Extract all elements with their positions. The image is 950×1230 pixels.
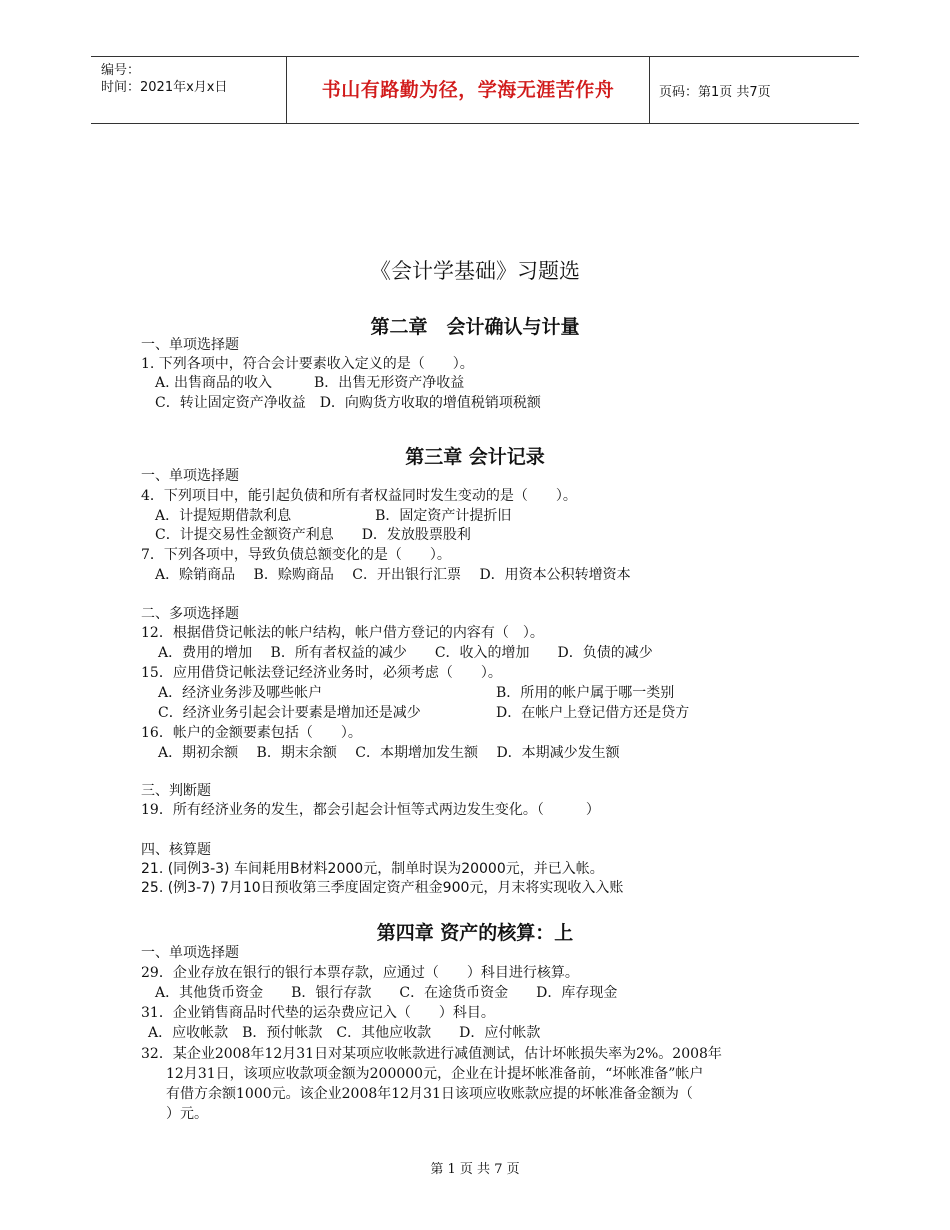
question-1: 1. 下列各项中，符合会计要素收入定义的是（ ）。 <box>141 356 474 372</box>
question-4: 4．下列项目中，能引起负债和所有者权益同时发生变动的是（ ）。 <box>141 488 577 504</box>
question-32: ）元。 <box>166 1106 208 1122</box>
time-label: 时间：2021年x月x日 <box>101 80 228 95</box>
question-25: 25. (例3-7) 7月10日预收第三季度固定资产租金900元，月末将实现收入入账 <box>141 880 624 896</box>
question-19: 19．所有经济业务的发生，都会引起会计恒等式两边发生变化。（ ） <box>141 802 600 818</box>
header-motto: 书山有路勤为径，学海无涯苦作舟 <box>321 79 615 101</box>
question-32: 有借方余额1000元。该企业2008年12月31日该项应收账款应提的坏帐准备金额为（ <box>166 1086 693 1102</box>
chapter-4-heading: 第四章 资产的核算：上 <box>376 922 574 944</box>
question-15: 15．应用借贷记帐法登记经济业务时，必须考虑（ ）。 <box>141 665 502 681</box>
section-heading: 三、判断题 <box>141 783 211 799</box>
question-32: 12月31日，该项应收款项金额为200000元，企业在计提坏帐准备前，“坏帐准备”帐户 <box>166 1066 704 1082</box>
question-1-options: A. 出售商品的收入 B．出售无形资产净收益 <box>155 375 465 391</box>
question-7-options: A．赊销商品 B．赊购商品 C．开出银行汇票 D．用资本公积转增资本 <box>155 567 631 583</box>
chapter-3-heading: 第三章 会计记录 <box>405 446 545 468</box>
question-32: 32．某企业2008年12月31日对某项应收帐款进行减值测试，估计坏帐损失率为2%。2008年 <box>141 1046 722 1062</box>
section-heading: 一、单项选择题 <box>141 337 239 353</box>
question-31-options: A．应收帐款 B．预付帐款 C．其他应收款 D．应付帐款 <box>148 1025 541 1041</box>
section-heading: 一、单项选择题 <box>141 945 239 961</box>
header-meta <box>101 62 227 96</box>
question-12-options: A．费用的增加 B．所有者权益的减少 C．收入的增加 D．负债的减少 <box>158 645 653 661</box>
question-29: 29．企业存放在银行的银行本票存款，应通过（ ）科目进行核算。 <box>141 965 579 981</box>
question-31: 31．企业销售商品时代垫的运杂费应记入（ ）科目。 <box>141 1005 495 1021</box>
document-title: 《会计学基础》习题选 <box>370 259 580 283</box>
question-7: 7．下列各项中，导致负债总额变化的是（ ）。 <box>141 547 451 563</box>
question-16: 16．帐户的金额要素包括（ ）。 <box>141 725 362 741</box>
header-divider <box>649 57 650 123</box>
section-heading: 四、核算题 <box>141 842 211 858</box>
chapter-2-heading: 第二章 会计确认与计量 <box>370 316 580 338</box>
question-15-option-d: D．在帐户上登记借方还是贷方 <box>496 705 690 721</box>
page-footer: 第 1 页 共 7 页 <box>430 1162 520 1177</box>
number-label: 编号： <box>101 63 141 78</box>
question-16-options: A．期初余额 B．期末余额 C．本期增加发生额 D．本期减少发生额 <box>158 745 620 761</box>
section-heading: 二、多项选择题 <box>141 606 239 622</box>
question-29-options: A．其他货币资金 B．银行存款 C．在途货币资金 D．库存现金 <box>155 985 618 1001</box>
question-12: 12．根据借贷记帐法的帐户结构，帐户借方登记的内容有（ ）。 <box>141 625 544 641</box>
question-1-options: C．转让固定资产净收益 D．向购货方收取的增值税销项税额 <box>155 395 541 411</box>
header-page-info: 页码：第1页 共7页 <box>659 85 771 100</box>
question-21: 21. (同例3-3) 车间耗用B材料2000元，制单时误为20000元，并已入帐。 <box>141 861 604 877</box>
question-4-options: C．计提交易性金额资产利息 D．发放股票股利 <box>155 527 471 543</box>
page-header <box>91 56 859 124</box>
section-heading: 一、单项选择题 <box>141 468 239 484</box>
question-15-option-c: C．经济业务引起会计要素是增加还是减少 <box>158 705 421 721</box>
question-4-options: A．计提短期借款利息 B．固定资产计提折旧 <box>155 508 512 524</box>
question-15-option-a: A．经济业务涉及哪些帐户 <box>158 685 323 701</box>
question-15-option-b: B．所用的帐户属于哪一类别 <box>496 685 675 701</box>
